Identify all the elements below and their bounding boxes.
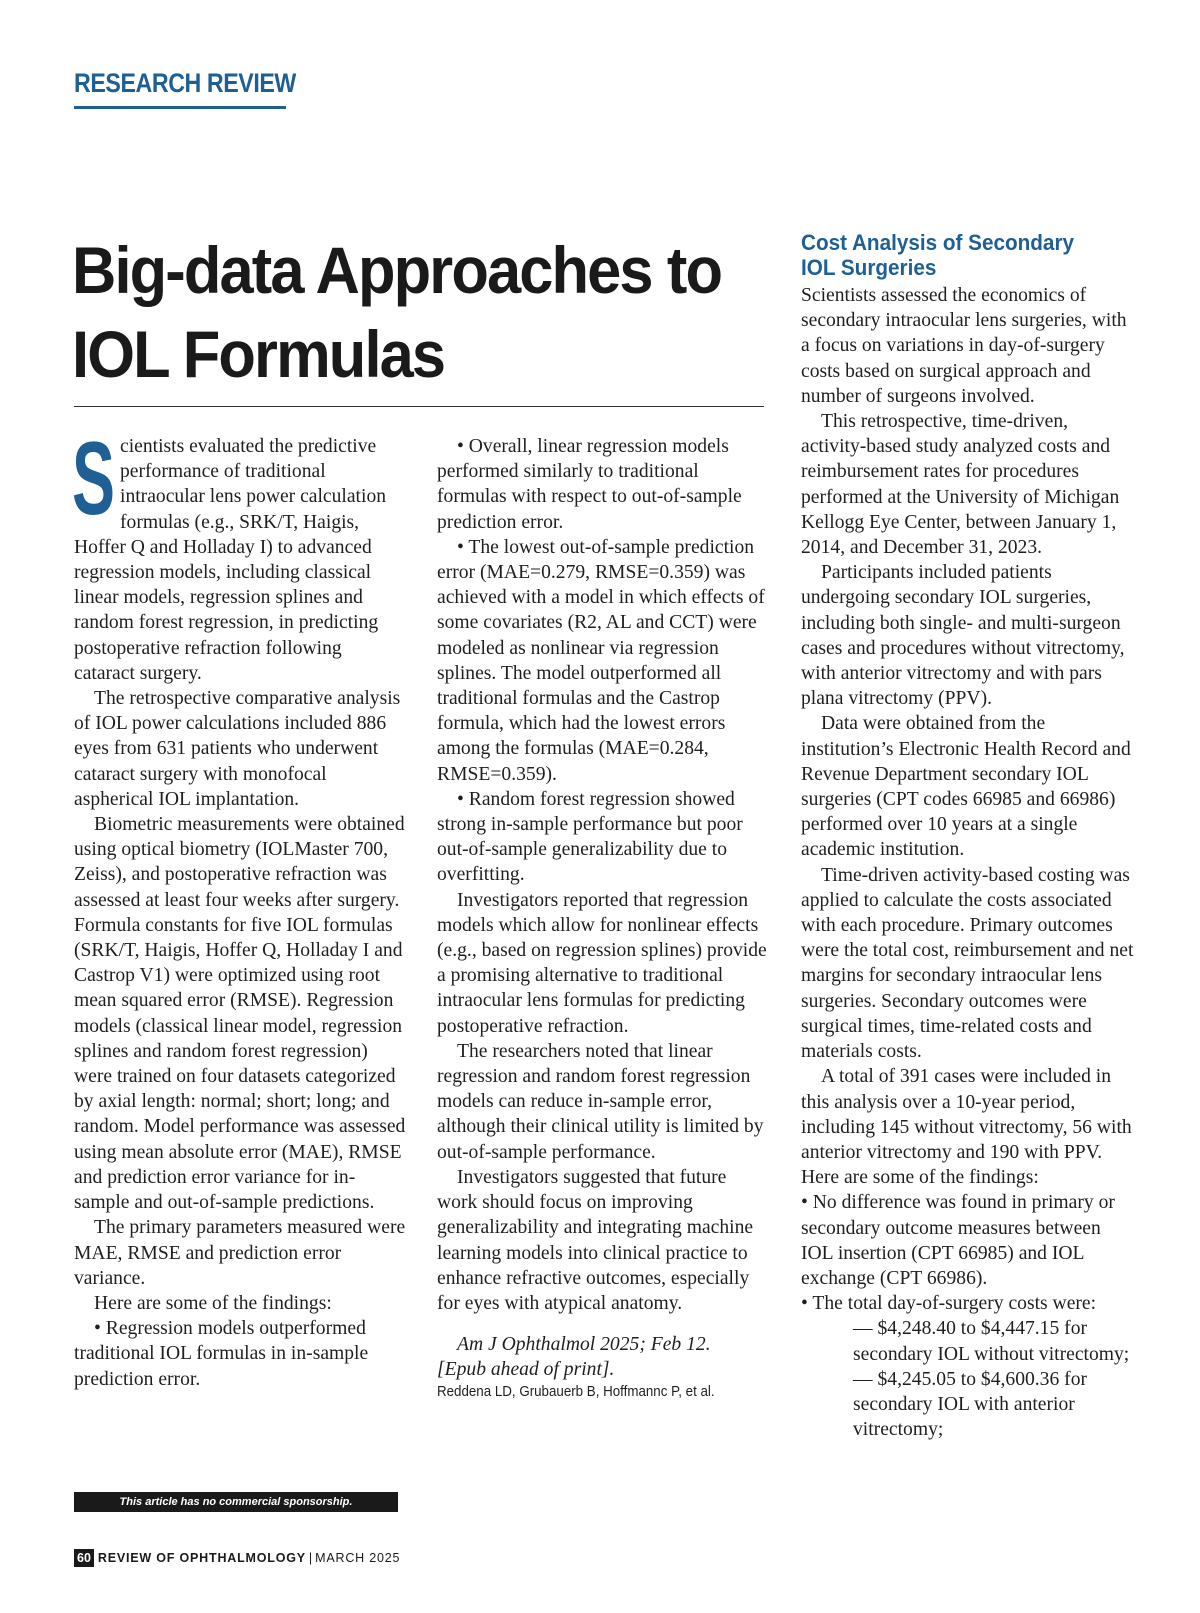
paragraph: The retrospective comparative analysis of IOL power calculations included 886 eyes from 631 patients who underwent cataract surgery with monofocal aspherical IOL implantation. [74,688,401,810]
drop-cap: S [72,421,116,537]
article-column-2 [437,434,767,1401]
paragraph: Time-driven activity-based costing was applied to calculate the costs associated with each procedure. Primary outcomes were the total cost, reimbursement and net margins for secondary intraocular lens surgeries. Secondary outcomes were surgical times, time-related costs and materials costs. [801,864,1134,1063]
cost-range-item: — $4,245.05 to $4,600.36 for secondary IOL with anterior vitrectomy; [853,1368,1088,1441]
section-rule [74,106,286,109]
section-tag: RESEARCH REVIEW [74,68,296,98]
authors: Reddena LD, Grubauerb B, Hoffmannc P, et al. [437,1383,715,1400]
finding-bullet: • Regression models outperformed traditional IOL formulas in in-sample prediction error. [74,1318,369,1390]
sidebar-article-title: Cost Analysis of Secondary IOL Surgeries [801,230,1075,280]
paragraph: This retrospective, time-driven, activity-based study analyzed costs and reimbursement rates for procedures performed at the University of Michigan Kellogg Eye Center, between January 1, 2014, and December 31, 2023. [801,411,1120,559]
citation: Am J Ophthalmol 2025; Feb 12. [457,1334,711,1356]
paragraph: Participants included patients undergoing secondary IOL surgeries, including both single- and multi-surgeon cases and procedures without vitrectomy, with anterior vitrectomy and with pars plana vitrectomy (PPV). [801,562,1125,710]
citation-epub: [Epub ahead of print]. [437,1359,615,1381]
publication-name: REVIEW OF OPHTHALMOLOGY [97,1551,306,1565]
paragraph: Scientists assessed the economics of secondary intraocular lens surgeries, with a focus on variations in day-of-surgery costs based on surgical approach and number of surgeons involved. [801,285,1127,407]
finding-bullet: • The total day-of-surgery costs were: [801,1293,1097,1315]
footer-separator: | [308,1551,313,1565]
article-column-1 [72,421,406,1392]
article-column-3 [801,283,1137,1442]
paragraph: A total of 391 cases were included in this analysis over a 10-year period, including 145 without vitrectomy, 56 with anterior vitrectomy and 190 with PPV. Here are some of the findings: [801,1066,1132,1189]
page-number: 60 [74,1549,94,1567]
cost-range-item: — $4,248.40 to $4,447.15 for secondary IOL without vitrectomy; [853,1318,1130,1365]
paragraph-text: cientists evaluated the predictive performance of traditional intraocular lens power calculation formulas (e.g., SRK/T, Haigis, Hoffer Q and Holladay I) to advanced regression models, including classical linear models, regression splines and random forest regression, in predicting postoperative refraction following cataract surgery. [74,436,387,684]
title-line-2: IOL Formulas [72,317,445,391]
paragraph: Investigators reported that regression models which allow for nonlinear effects (e.g., based on regression splines) provide a promising alternative to traditional intraocular lens formulas for predicting postoperative refraction. [437,889,767,1037]
paragraph: The primary parameters measured were MAE, RMSE and prediction error variance. [74,1217,406,1289]
finding-bullet: • Random forest regression showed strong in-sample performance but poor out-of-sample generalizability due to overfitting. [437,788,743,886]
paragraph: The researchers noted that linear regression and random forest regression models can reduce in-sample error, although their clinical utility is limited by out-of-sample performance. [437,1040,764,1163]
sponsorship-note: This article has no commercial sponsorship. [74,1492,398,1512]
paragraph: Biometric measurements were obtained using optical biometry (IOLMaster 700, Zeiss), and postoperative refraction was assessed at least four weeks after surgery. Formula constants for five IOL formulas (SRK/T, Haigis, Hoffer Q, Holladay I and Castrop V1) were optimized using root mean squared error (RMSE). Regression models (classical linear model, regression splines and random forest regression) were trained on four datasets categorized by axial length: normal; short; long; and random. Model performance was assessed using mean absolute error (MAE), RMSE and prediction error variance for in-sample and out-of-sample predictions. [74,814,406,1214]
article-title [72,228,742,396]
paragraph: Investigators suggested that future work should focus on improving generalizability and integrating machine learning models into clinical practice to enhance refractive outcomes, especially for eyes with atypical anatomy. [437,1166,754,1314]
finding-bullet: • Overall, linear regression models performed similarly to traditional formulas with respect to out-of-sample prediction error. [437,436,742,533]
paragraph: Here are some of the findings: [94,1292,332,1314]
title-rule [74,406,764,407]
page-footer [74,1549,400,1567]
title-line-1: Big-data Approaches to [72,233,722,307]
finding-bullet: • No difference was found in primary or secondary outcome measures between IOL insertion (CPT 66985) and IOL exchange (CPT 66986). [801,1192,1115,1289]
finding-bullet: • The lowest out-of-sample prediction error (MAE=0.279, RMSE=0.359) was achieved with a model in which effects of some covariates (R2, AL and CCT) were modeled as nonlinear via regression splines. The model outperformed all traditional formulas and the Castrop formula, which had the lowest errors among the formulas (MAE=0.284, RMSE=0.359). [437,536,765,785]
issue-date: MARCH 2025 [315,1551,401,1565]
paragraph: Data were obtained from the institution’s Electronic Health Record and Revenue Department secondary IOL surgeries (CPT codes 66985 and 66986) performed over 10 years at a single academic institution. [801,713,1131,861]
paragraph [72,421,406,686]
